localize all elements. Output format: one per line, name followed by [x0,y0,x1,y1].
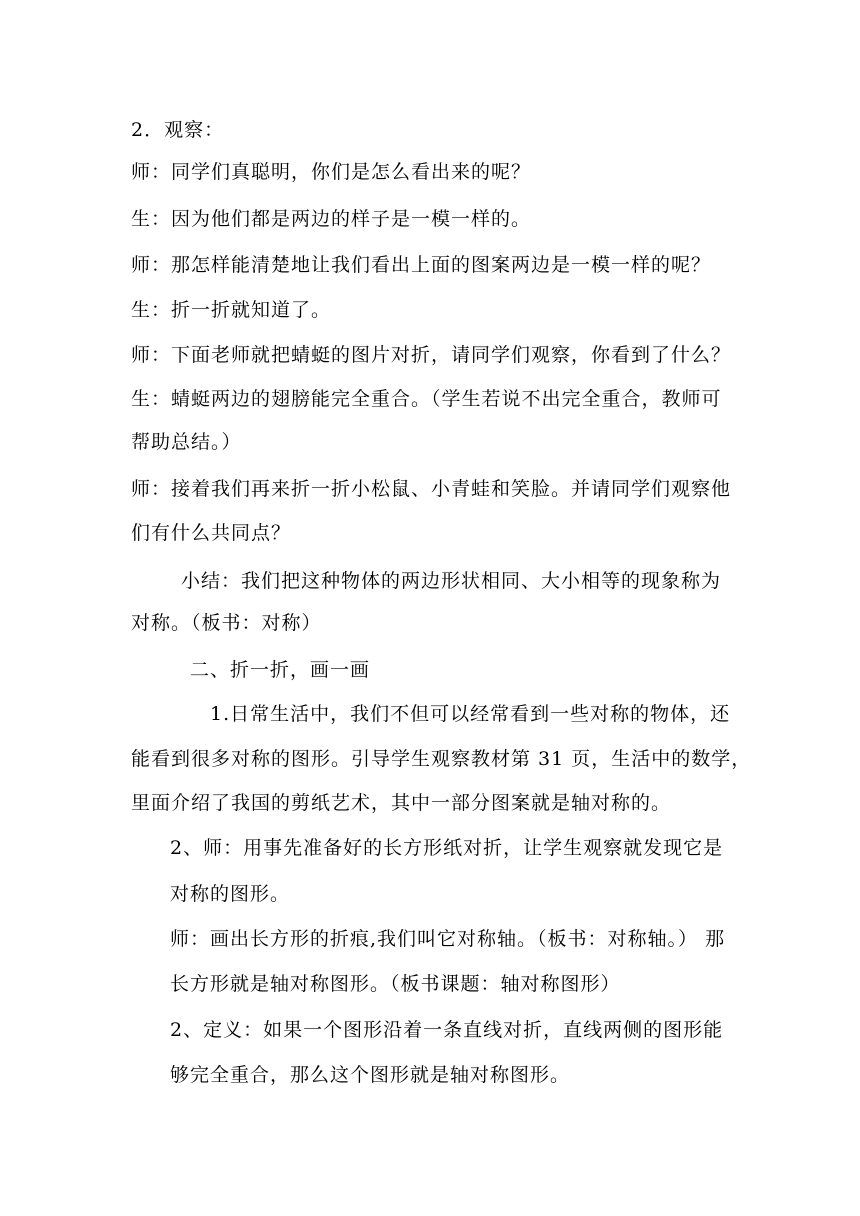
text-line: 师：那怎样能清楚地让我们看出上面的图案两边是一模一样的呢？ [131,254,712,276]
text-line: 长方形就是轴对称图形。（板书课题：轴对称图形） [170,973,621,995]
text-line: 对称。（板书：对称） [131,612,322,634]
text-line: 1.日常生活中，我们不但可以经常看到一些对称的物体，还 [210,703,731,725]
text-line: 们有什么共同点？ [131,522,292,544]
text-line: 2、定义：如果一个图形沿着一条直线对折，直线两侧的图形能 [170,1019,724,1041]
text-line: 师：同学们真聪明，你们是怎么看出来的呢？ [131,161,532,183]
text-line: 2、师：用事先准备好的长方形纸对折，让学生观察就发现它是 [170,837,724,859]
text-line: 对称的图形。 [170,883,291,905]
text-line: 师：画出长方形的折痕,我们叫它对称轴。（板书：对称轴。） 那 [170,928,726,950]
text-line: 师：接着我们再来折一折小松鼠、小青蛙和笑脸。并请同学们观察他 [131,478,732,500]
text-line: 生：折一折就知道了。 [131,299,332,321]
text-line: 够完全重合，那么这个图形就是轴对称图形。 [170,1064,571,1086]
text-line: 生：因为他们都是两边的样子是一模一样的。 [131,208,532,230]
section-heading: 二、折一折，画一画 [190,659,371,681]
text-line: 生：蜻蜓两边的翅膀能完全重合。（学生若说不出完全重合，教师可 [131,388,722,410]
text-line: 2．观察： [131,119,225,141]
text-line: 能看到很多对称的图形。引导学生观察教材第 31 页，生活中的数学， [131,748,752,770]
text-line: 师：下面老师就把蜻蜓的图片对折，请同学们观察，你看到了什么？ [131,344,732,366]
text-line: 小结：我们把这种物体的两边形状相同、大小相等的现象称为 [181,570,722,592]
text-line: 里面介绍了我国的剪纸艺术，其中一部分图案就是轴对称的。 [131,792,672,814]
text-line: 帮助总结。） [131,431,242,453]
